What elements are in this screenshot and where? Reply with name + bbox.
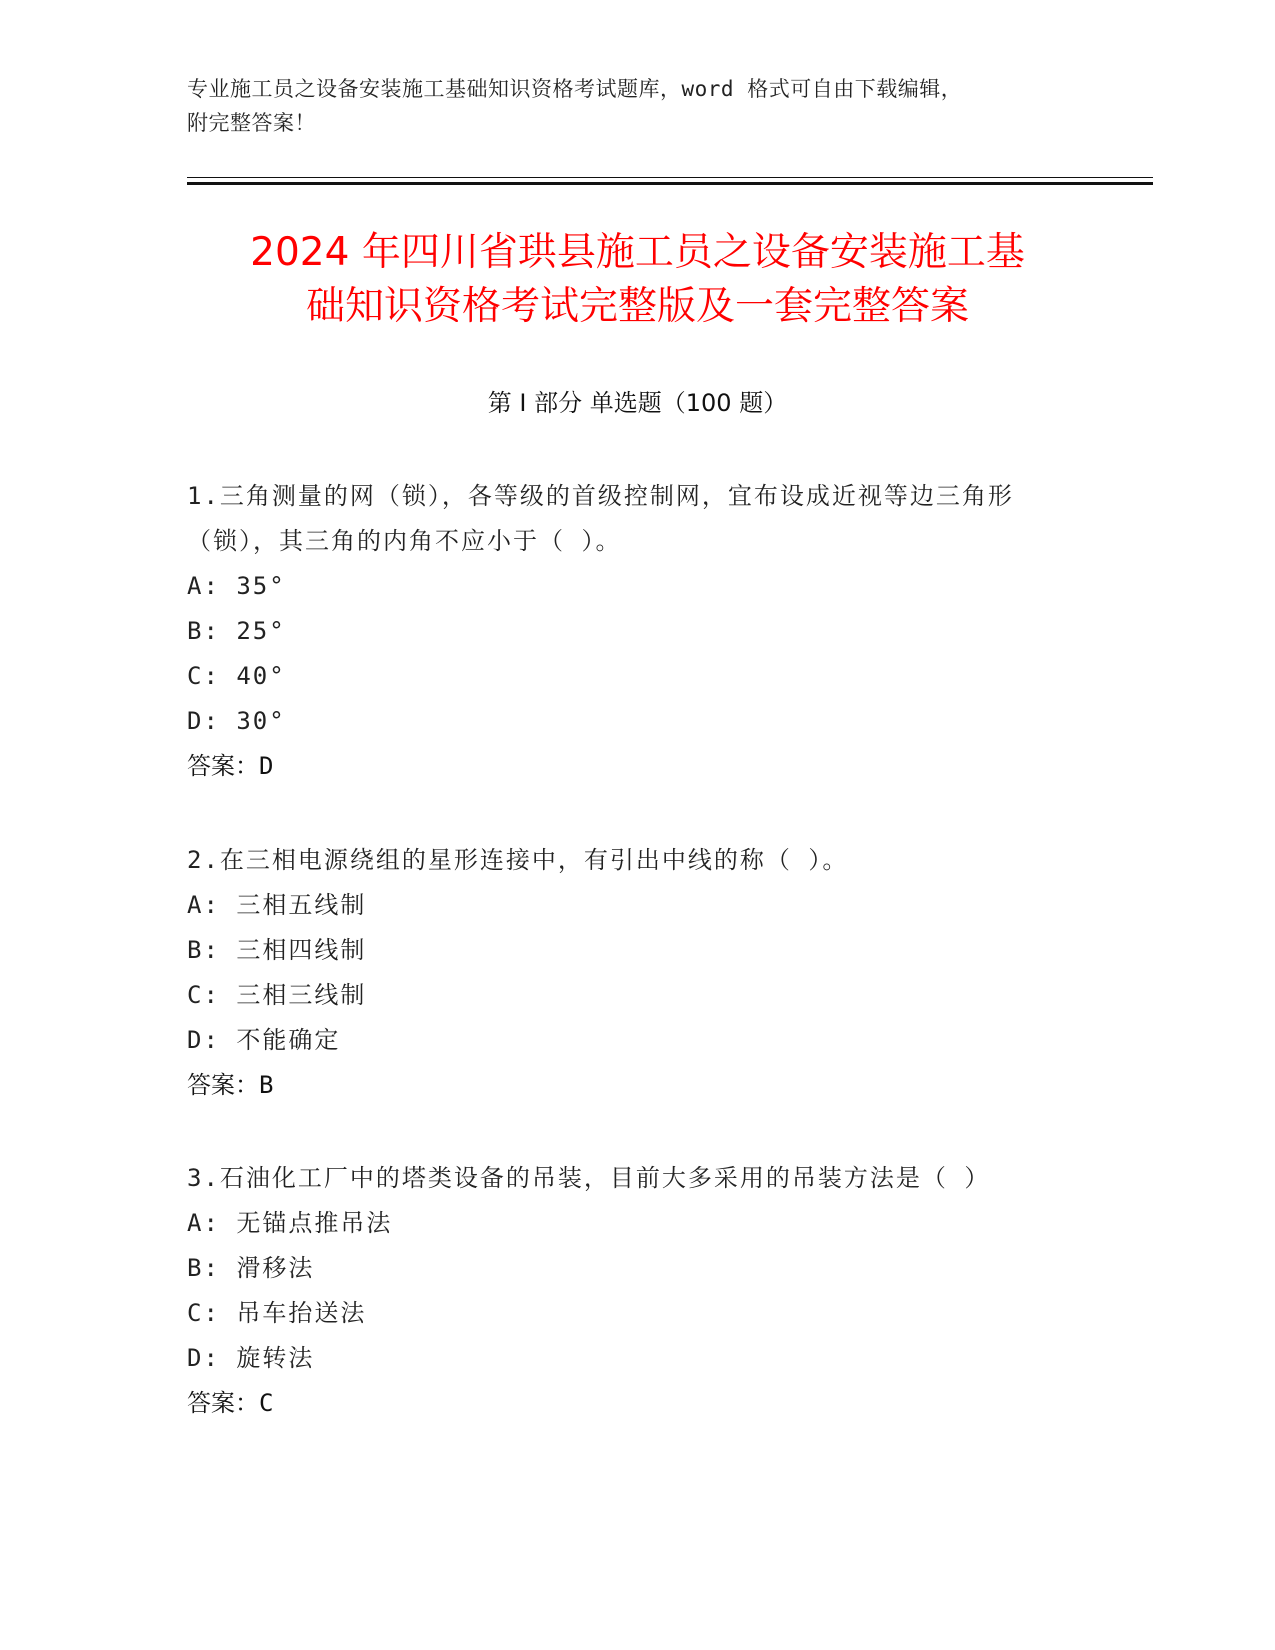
question-block xyxy=(187,1156,1067,1426)
question-text: 3.石油化工厂中的塔类设备的吊装，目前大多采用的吊装方法是（ ） xyxy=(187,1164,991,1192)
answer-key: C xyxy=(259,1389,274,1417)
answer-label: 答案： xyxy=(187,1071,259,1099)
option-d: D: 30° xyxy=(187,707,286,735)
option-b: B: 滑移法 xyxy=(187,1254,315,1282)
answer-label: 答案： xyxy=(187,1389,259,1417)
option-a: A: 三相五线制 xyxy=(187,891,367,919)
header-divider-thick xyxy=(187,182,1153,185)
option-c: C: 40° xyxy=(187,662,286,690)
document-title-line-1: 2024 年四川省珙县施工员之设备安装施工基 xyxy=(250,230,1025,275)
answer-line xyxy=(187,1381,1067,1426)
header-note-line-2: 附完整答案！ xyxy=(187,111,316,135)
option-c: C: 吊车抬送法 xyxy=(187,1299,367,1327)
document-title xyxy=(150,226,1125,334)
header-divider-thin xyxy=(187,177,1153,178)
option-d: D: 不能确定 xyxy=(187,1026,341,1054)
question-text: 2.在三相电源绕组的星形连接中，有引出中线的称（ ）。 xyxy=(187,846,849,874)
header-note-line-1: 专业施工员之设备安装施工基础知识资格考试题库，word 格式可自由下载编辑， xyxy=(187,77,963,101)
question-block xyxy=(187,474,1067,789)
option-b: B: 25° xyxy=(187,617,286,645)
option-b: B: 三相四线制 xyxy=(187,936,367,964)
answer-key: B xyxy=(259,1071,274,1099)
header-note xyxy=(187,72,1087,140)
answer-label: 答案： xyxy=(187,752,259,780)
answer-line xyxy=(187,1063,1067,1108)
option-d: D: 旋转法 xyxy=(187,1344,315,1372)
question-text: 1.三角测量的网（锁），各等级的首级控制网，宜布设成近视等边三角形（锁），其三角的内角不应小于（ ）。 xyxy=(187,482,1014,555)
section-heading: 第 I 部分 单选题（100 题） xyxy=(487,389,788,417)
option-a: A: 35° xyxy=(187,572,286,600)
document-title-line-2: 础知识资格考试完整版及一套完整答案 xyxy=(305,284,969,329)
option-a: A: 无锚点推吊法 xyxy=(187,1209,393,1237)
answer-key: D xyxy=(259,752,274,780)
answer-line xyxy=(187,744,1067,789)
option-c: C: 三相三线制 xyxy=(187,981,367,1009)
question-block xyxy=(187,838,1067,1108)
